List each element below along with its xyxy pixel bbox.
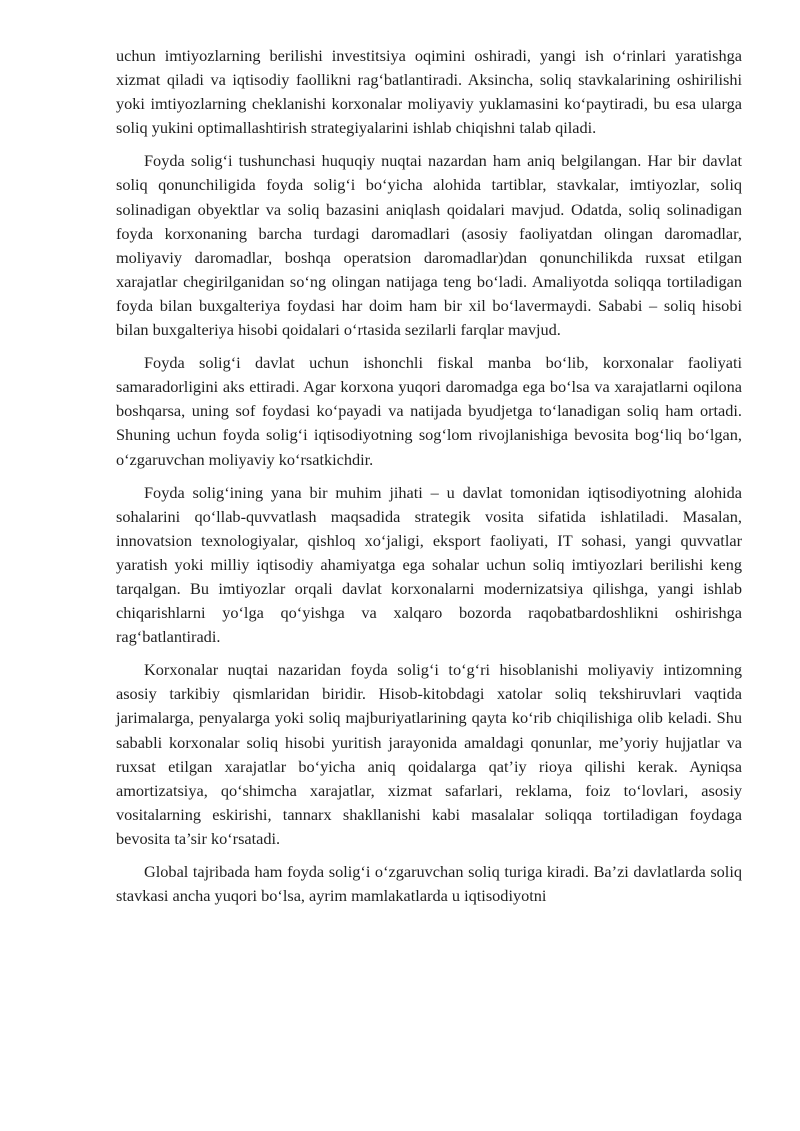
- paragraph-legal-definition: Foyda solig‘i tushunchasi huquqiy nuqtai nazardan ham aniq belgilangan. Har bir davlat soliq qonunchiligida foyda solig‘i bo‘yicha alohida tartiblar, stavkalar, imtiyozlar, soliq solinadigan obyektlar va soliq bazasini aniqlash qoidalari mavjud. Odatda, soliq solinadigan foyda korxonaning barcha turdagi daromadlari (asosiy faoliyatdan olingan daromadlar, moliyaviy daromadlar, boshqa operatsion daromadlar)dan qonunchilikda ruxsat etilgan xarajatlar chegirilganidan so‘ng olingan natijaga teng bo‘ladi. Amaliyotda soliqqa tortiladigan foyda bilan buxgalteriya foydasi har doim ham bir xil bo‘lavermaydi. Sababi – soliq hisobi bilan buxgalteriya hisobi qoidalari o‘rtasida sezilarli farqlar mavjud.: [116, 151, 742, 340]
- paragraph-fiscal-source: Foyda solig‘i davlat uchun ishonchli fiskal manba bo‘lib, korxonalar faoliyati samaradorligini aks ettiradi. Agar korxona yuqori daromadga ega bo‘lsa va xarajatlarni oqilona boshqarsa, uning sof foydasi ko‘payadi va natijada byudjetga to‘lanadigan soliq ham ortadi. Shuning uchun foyda solig‘i iqtisodiyotning sog‘lom rivojlanishiga bevosita bog‘liq bo‘lgan, o‘zgaruvchan moliyaviy ko‘rsatkichdir.: [116, 353, 742, 469]
- paragraph-strategic-tool: Foyda solig‘ining yana bir muhim jihati – u davlat tomonidan iqtisodiyotning alohida sohalarini qo‘llab-quvvatlash maqsadida strategik vosita sifatida ishlatiladi. Masalan, innovatsion texnologiyalar, qishloq xo‘jaligi, eksport faoliyati, IT sohasi, yangi quvvatlar yaratish yoki milliy iqtisodiy ahamiyatga ega sohalar uchun soliq imtiyozlari berilishi keng tarqalgan. Bu imtiyozlar orqali davlat korxonalarni modernizatsiya qilishga, yangi ishlab chiqarishlarni yo‘lga qo‘yishga va xalqaro bozorda raqobatbardoshlikni oshirishga rag‘batlantiradi.: [116, 482, 742, 647]
- document-page: [116, 44, 742, 917]
- paragraph-global-experience: Global tajribada ham foyda solig‘i o‘zgaruvchan soliq turiga kiradi. Ba’zi davlatlarda soliq stavkasi ancha yuqori bo‘lsa, ayrim mamlakatlarda u iqtisodiyotni: [116, 862, 742, 906]
- paragraph-continuation: uchun imtiyozlarning berilishi investitsiya oqimini oshiradi, yangi ish o‘rinlari yaratishga xizmat qiladi va iqtisodiy faollikni rag‘batlantiradi. Aksincha, soliq stavkalarining oshirilishi yoki imtiyozlarning cheklanishi korxonalar moliyaviy yuklamasini ko‘paytiradi, bu esa ularga soliq yukini optimallashtirish strategiyalarini ishlab chiqishni talab qiladi.: [116, 46, 742, 138]
- paragraph-corporate-view: Korxonalar nuqtai nazaridan foyda solig‘i to‘g‘ri hisoblanishi moliyaviy intizomning asosiy tarkibiy qismlaridan biridir. Hisob-kitobdagi xatolar soliq tekshiruvlari vaqtida jarimalarga, penyalarga yoki soliq majburiyatlarining qayta ko‘rib chiqilishiga olib keladi. Shu sababli korxonalar soliq hisobi yuritish jarayonida amaldagi qonunlar, me’yoriy hujjatlar va ruxsat etilgan xarajatlar bo‘yicha aniq qoidalarga qat’iy rioya qilishi kerak. Ayniqsa amortizatsiya, qo‘shimcha xarajatlar, xizmat safarlari, reklama, foiz to‘lovlari, asosiy vositalarning eskirishi, tannarx shakllanishi kabi masalalar soliqqa tortiladigan foydaga bevosita ta’sir ko‘rsatadi.: [116, 660, 742, 848]
